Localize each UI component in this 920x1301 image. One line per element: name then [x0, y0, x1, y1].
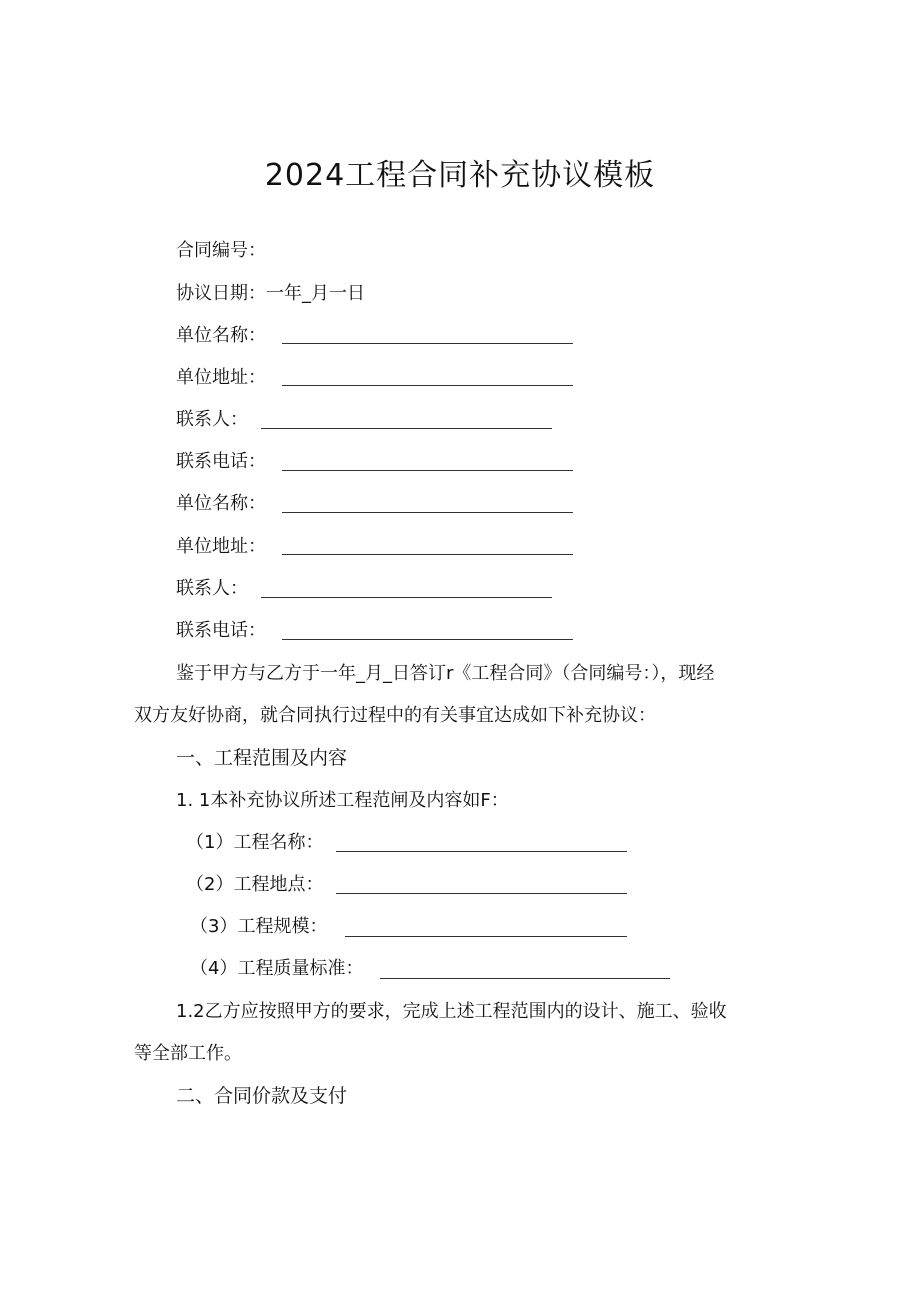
- party-b-name-blank: [282, 512, 573, 513]
- section-2-heading: 二、合同价款及支付: [176, 1085, 348, 1107]
- preamble-line-1: 鉴于甲方与乙方于一年_月_日答订r《工程合同》（合同编号：），现经: [176, 663, 715, 684]
- clause-1-2-line-2: 等全部工作。: [134, 1043, 242, 1064]
- clause-1-2-line-1: 1.2乙方应按照甲方的要求，完成上述工程范围内的设计、施工、验收: [176, 1001, 727, 1022]
- party-a-address-blank: [282, 385, 573, 386]
- preamble-line-2: 双方友好协商，就合同执行过程中的有关事宜达成如下补充协议：: [134, 705, 656, 726]
- item-quality-standard-blank: [380, 978, 670, 979]
- party-b-contact-blank: [261, 597, 552, 598]
- item-project-name-label: （1）工程名称：: [186, 832, 324, 853]
- party-a-phone-label: 联系电话：: [176, 451, 266, 472]
- item-project-name-blank: [336, 851, 627, 852]
- party-b-phone-blank: [282, 639, 573, 640]
- section-1-heading: 一、工程范围及内容: [176, 747, 348, 769]
- party-a-name-blank: [282, 343, 573, 344]
- party-b-phone-label: 联系电话：: [176, 620, 266, 641]
- clause-1-1: 1. 1本补充协议所述工程范闸及内容如F：: [176, 790, 509, 811]
- party-b-address-blank: [282, 554, 573, 555]
- party-a-phone-blank: [282, 470, 573, 471]
- item-project-scale-label: （3）工程规模：: [190, 916, 328, 937]
- item-project-location-blank: [336, 893, 627, 894]
- party-a-address-label: 单位地址：: [176, 367, 266, 388]
- party-a-contact-label: 联系人：: [176, 409, 248, 430]
- item-project-location-label: （2）工程地点：: [186, 874, 324, 895]
- party-b-contact-label: 联系人：: [176, 578, 248, 599]
- party-b-address-label: 单位地址：: [176, 536, 266, 557]
- document-title: 2024工程合同补充协议模板: [264, 158, 656, 193]
- contract-number-label: 合同编号：: [176, 240, 266, 261]
- item-quality-standard-label: （4）工程质量标准：: [190, 958, 364, 979]
- party-b-name-label: 单位名称：: [176, 493, 266, 514]
- item-project-scale-blank: [345, 936, 627, 937]
- party-a-name-label: 单位名称：: [176, 325, 266, 346]
- party-a-contact-blank: [261, 428, 552, 429]
- agreement-date-label: 协议日期：一年_月一日: [176, 283, 365, 304]
